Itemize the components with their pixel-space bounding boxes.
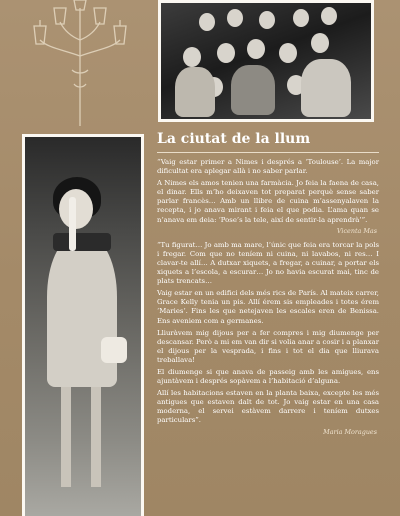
paragraph: Allí les habitacions estaven en la planta baixa, excepte les més antigues que estaven dalt de tot. Jo vaig estar en una casa moderna, el servei estàvem darrere i teníem dutxes particulars”. [157, 389, 379, 425]
paragraph: El diumenge si que anava de passeig amb les amigues, ens ajuntàvem i després sopàvem a l’habitació d’alguna. [157, 367, 379, 386]
paragraph: “Tu figurat… Jo amb ma mare, l’únic que feia era torcar la pols i fregar. Com que no teníem ni cuina, ni lavabos, ni res… I clavar-te allí… A dutxar xiquets, a fregar, a cuinar, a portar els xiquets a l’escola, a escurar… Jo no havia escurat mai, tinc de plats trencats… [157, 240, 379, 286]
paragraph: Vaig estar en un edifici dels més rics de París. Al mateix carrer, Grace Kelly tenia un pis. Allí érem sis empleades i totes érem ‘Maries’. Fins les que netejaven les escales eren de Benissa. Ens aveniem com a germanes. [157, 289, 379, 325]
signature: Vicenta Mas [336, 226, 377, 235]
woman-portrait-photo [22, 134, 144, 516]
woman-portrait-image [25, 137, 141, 516]
paragraph: Lliuràvem mig dijous per a fer compres i mig diumenge per descansar. Però a mi em van dir si volia anar a cosir i a planxar el dijous per la vesprada, i fins i tot el dia que lliurava treballava! [157, 328, 379, 364]
paragraph: “Vaig estar primer a Nimes i després a ‘Toulouse’. La major dificultat era aplegar allà i no saber parlar. [157, 158, 379, 176]
signature: Maria Moragues [323, 427, 377, 436]
group-photo-image [161, 3, 371, 119]
paragraph: A Nimes els amos tenien una farmàcia. Jo feia la faena de casa, el dinar. Ells m’ho deixaven tot preparat perquè sense saber parlar francès… Amb un llibre de cuina m’assenyalaven la recepta, i jo anava mirant i feia el que podia. L’ama quan se n’anava em deia: ‘Pose’s la tele, així de sentir-la aprendrà’”. [157, 179, 379, 224]
article-title: La ciutat de la llum [157, 131, 311, 147]
group-photo [158, 0, 374, 122]
street-lamp-illustration [24, 0, 136, 126]
title-divider [157, 152, 379, 153]
article-body [157, 158, 379, 442]
